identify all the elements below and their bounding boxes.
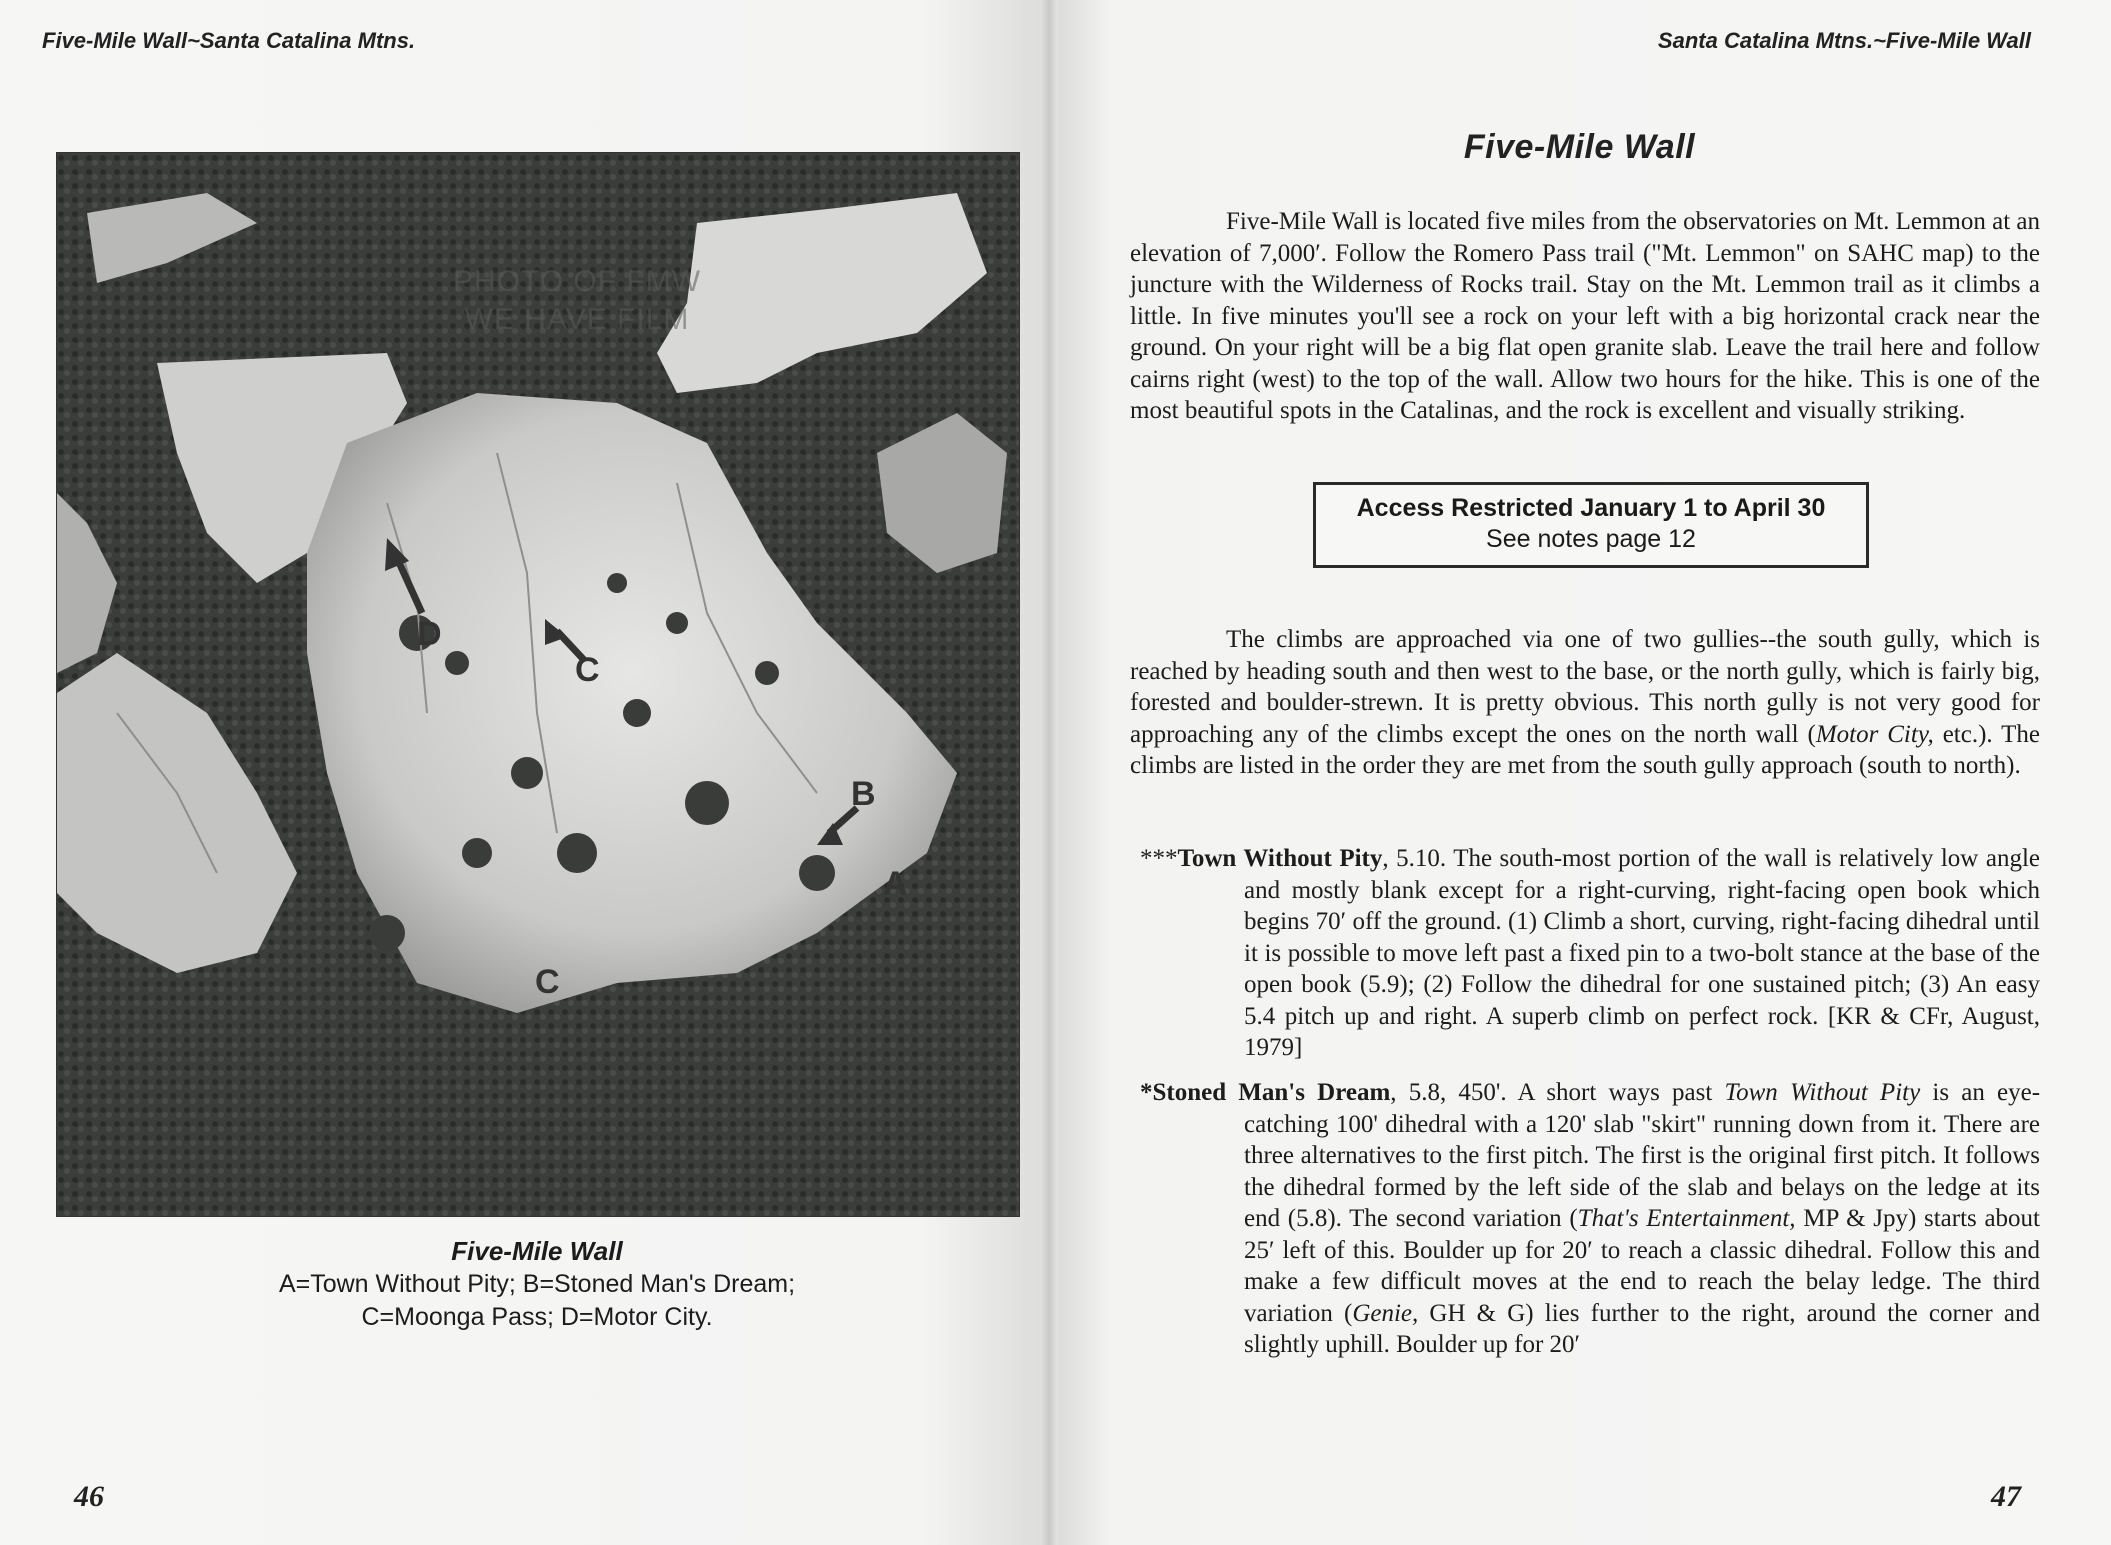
approach-route-ref: Motor City, — [1815, 720, 1934, 748]
route-desc-part-3: MP & Jpy) starts about 25′ left of this. Boulder up for 20′ to reach a classic dihedral. Follow this and make a few difficult moves at the end to reach the belay ledge. The third variation ( — [1244, 1205, 2040, 1327]
route-desc-part-2: is an eye-catching 100' dihedral with a 120' slab "skirt" running down from it. There are three alternatives to the first pitch. The first is the original first pitch. It follows the dihedral formed by the left side of the slab and belays on the ledge at its end (5.8). The second variation ( — [1244, 1079, 2041, 1232]
photo-label-c-lower: C — [535, 963, 560, 1001]
route-entry-stoned-mans-dream — [1140, 1077, 2040, 1361]
route-grade: , 5.10. — [1382, 845, 1454, 872]
route-ref-2: That's Entertainment, — [1577, 1205, 1796, 1232]
route-entry-town-without-pity — [1140, 843, 2040, 1064]
photo-label-b: B — [851, 775, 876, 813]
route-ref-1: Town Without Pity — [1724, 1079, 1921, 1106]
right-running-head: Santa Catalina Mtns.~Five-Mile Wall — [1657, 28, 2031, 53]
access-notice-subtitle: See notes page 12 — [1486, 525, 1696, 553]
caption-line-3: C=Moonga Pass; D=Motor City. — [361, 1303, 713, 1331]
photo-label-d: D — [417, 615, 442, 653]
route-stars: *** — [1140, 845, 1178, 872]
access-notice-title: Access Restricted January 1 to April 30 — [1356, 494, 1826, 522]
five-mile-wall-photo — [56, 152, 1020, 1217]
caption-line-2: A=Town Without Pity; B=Stoned Man's Dream; — [278, 1270, 796, 1298]
route-desc-part-4: GH & G) lies further to the right, around the corner and slightly uphill. Boulder up for 20′ — [1244, 1299, 2040, 1358]
photo-placeholder-stamp — [397, 263, 757, 339]
route-description: The south-most portion of the wall is relatively low angle and mostly blank except for a right-curving, right-facing open book which begins 70′ off the ground. (1) Climb a short, curving, right-facing dihedral until it is possible to move left past a fixed pin to a two-bolt stance at the base of the open book (5.9); (2) Follow the dihedral for one sustained pitch; (3) An easy 5.4 pitch up and right. A superb climb on perfect rock. [KR & CFr, August, 1979] — [1244, 845, 2040, 1061]
route-ref-3: Genie, — [1352, 1299, 1419, 1327]
route-name: Stoned Man's Dream — [1152, 1079, 1391, 1106]
route-stars: * — [1140, 1079, 1153, 1106]
photo-label-a: A — [883, 865, 908, 903]
stamp-line-1: PHOTO OF FMW — [452, 265, 702, 298]
left-page-number: 46 — [74, 1480, 104, 1513]
caption-title: Five-Mile Wall — [451, 1236, 623, 1266]
stamp-line-2: WE HAVE FILM — [464, 303, 690, 336]
approach-text-a: The climbs are approached via one of two gullies--the south gully, which is reached by heading south and then west to the base, or the north gully, which is fairly big, forested and boulder-strewn. It is pretty obvious. This north gully is not very good for approaching any of the climbs except the ones on the north wall ( — [1130, 626, 2040, 748]
intro-paragraph: Five-Mile Wall is located five miles from the observatories on Mt. Lemmon at an elevation of 7,000′. Follow the Romero Pass trail ("Mt. Lemmon" on SAHC map) to the juncture with the Wilderness of Rocks trail. Stay on the Mt. Lemmon trail as it climbs a little. In five minutes you'll see a rock on your left with a big horizontal crack near the ground. On your right will be a big flat open granite slab. Leave the trail here and follow cairns right (west) to the top of the wall. Allow two hours for the hike. This is one of the most beautiful spots in the Catalinas, and the rock is excellent and visually striking. — [1130, 208, 2041, 424]
left-running-head: Five-Mile Wall~Santa Catalina Mtns. — [42, 28, 416, 53]
route-desc-part-1: A short ways past — [1517, 1079, 1725, 1106]
approach-paragraph — [1130, 624, 2040, 782]
route-name: Town Without Pity — [1177, 845, 1383, 872]
photo-label-c-upper: C — [575, 651, 600, 689]
access-restriction-notice — [1313, 482, 1869, 568]
approach-text-b: etc.). The climbs are listed in the order they are met from the south gully approach (south to north). — [1130, 720, 2040, 779]
photo-caption — [56, 1235, 1018, 1334]
section-title: Five-Mile Wall — [1463, 128, 1696, 166]
right-page-number: 47 — [1991, 1480, 2021, 1513]
book-gutter — [1040, 0, 1058, 1545]
route-grade: , 5.8, 450'. — [1390, 1079, 1518, 1106]
